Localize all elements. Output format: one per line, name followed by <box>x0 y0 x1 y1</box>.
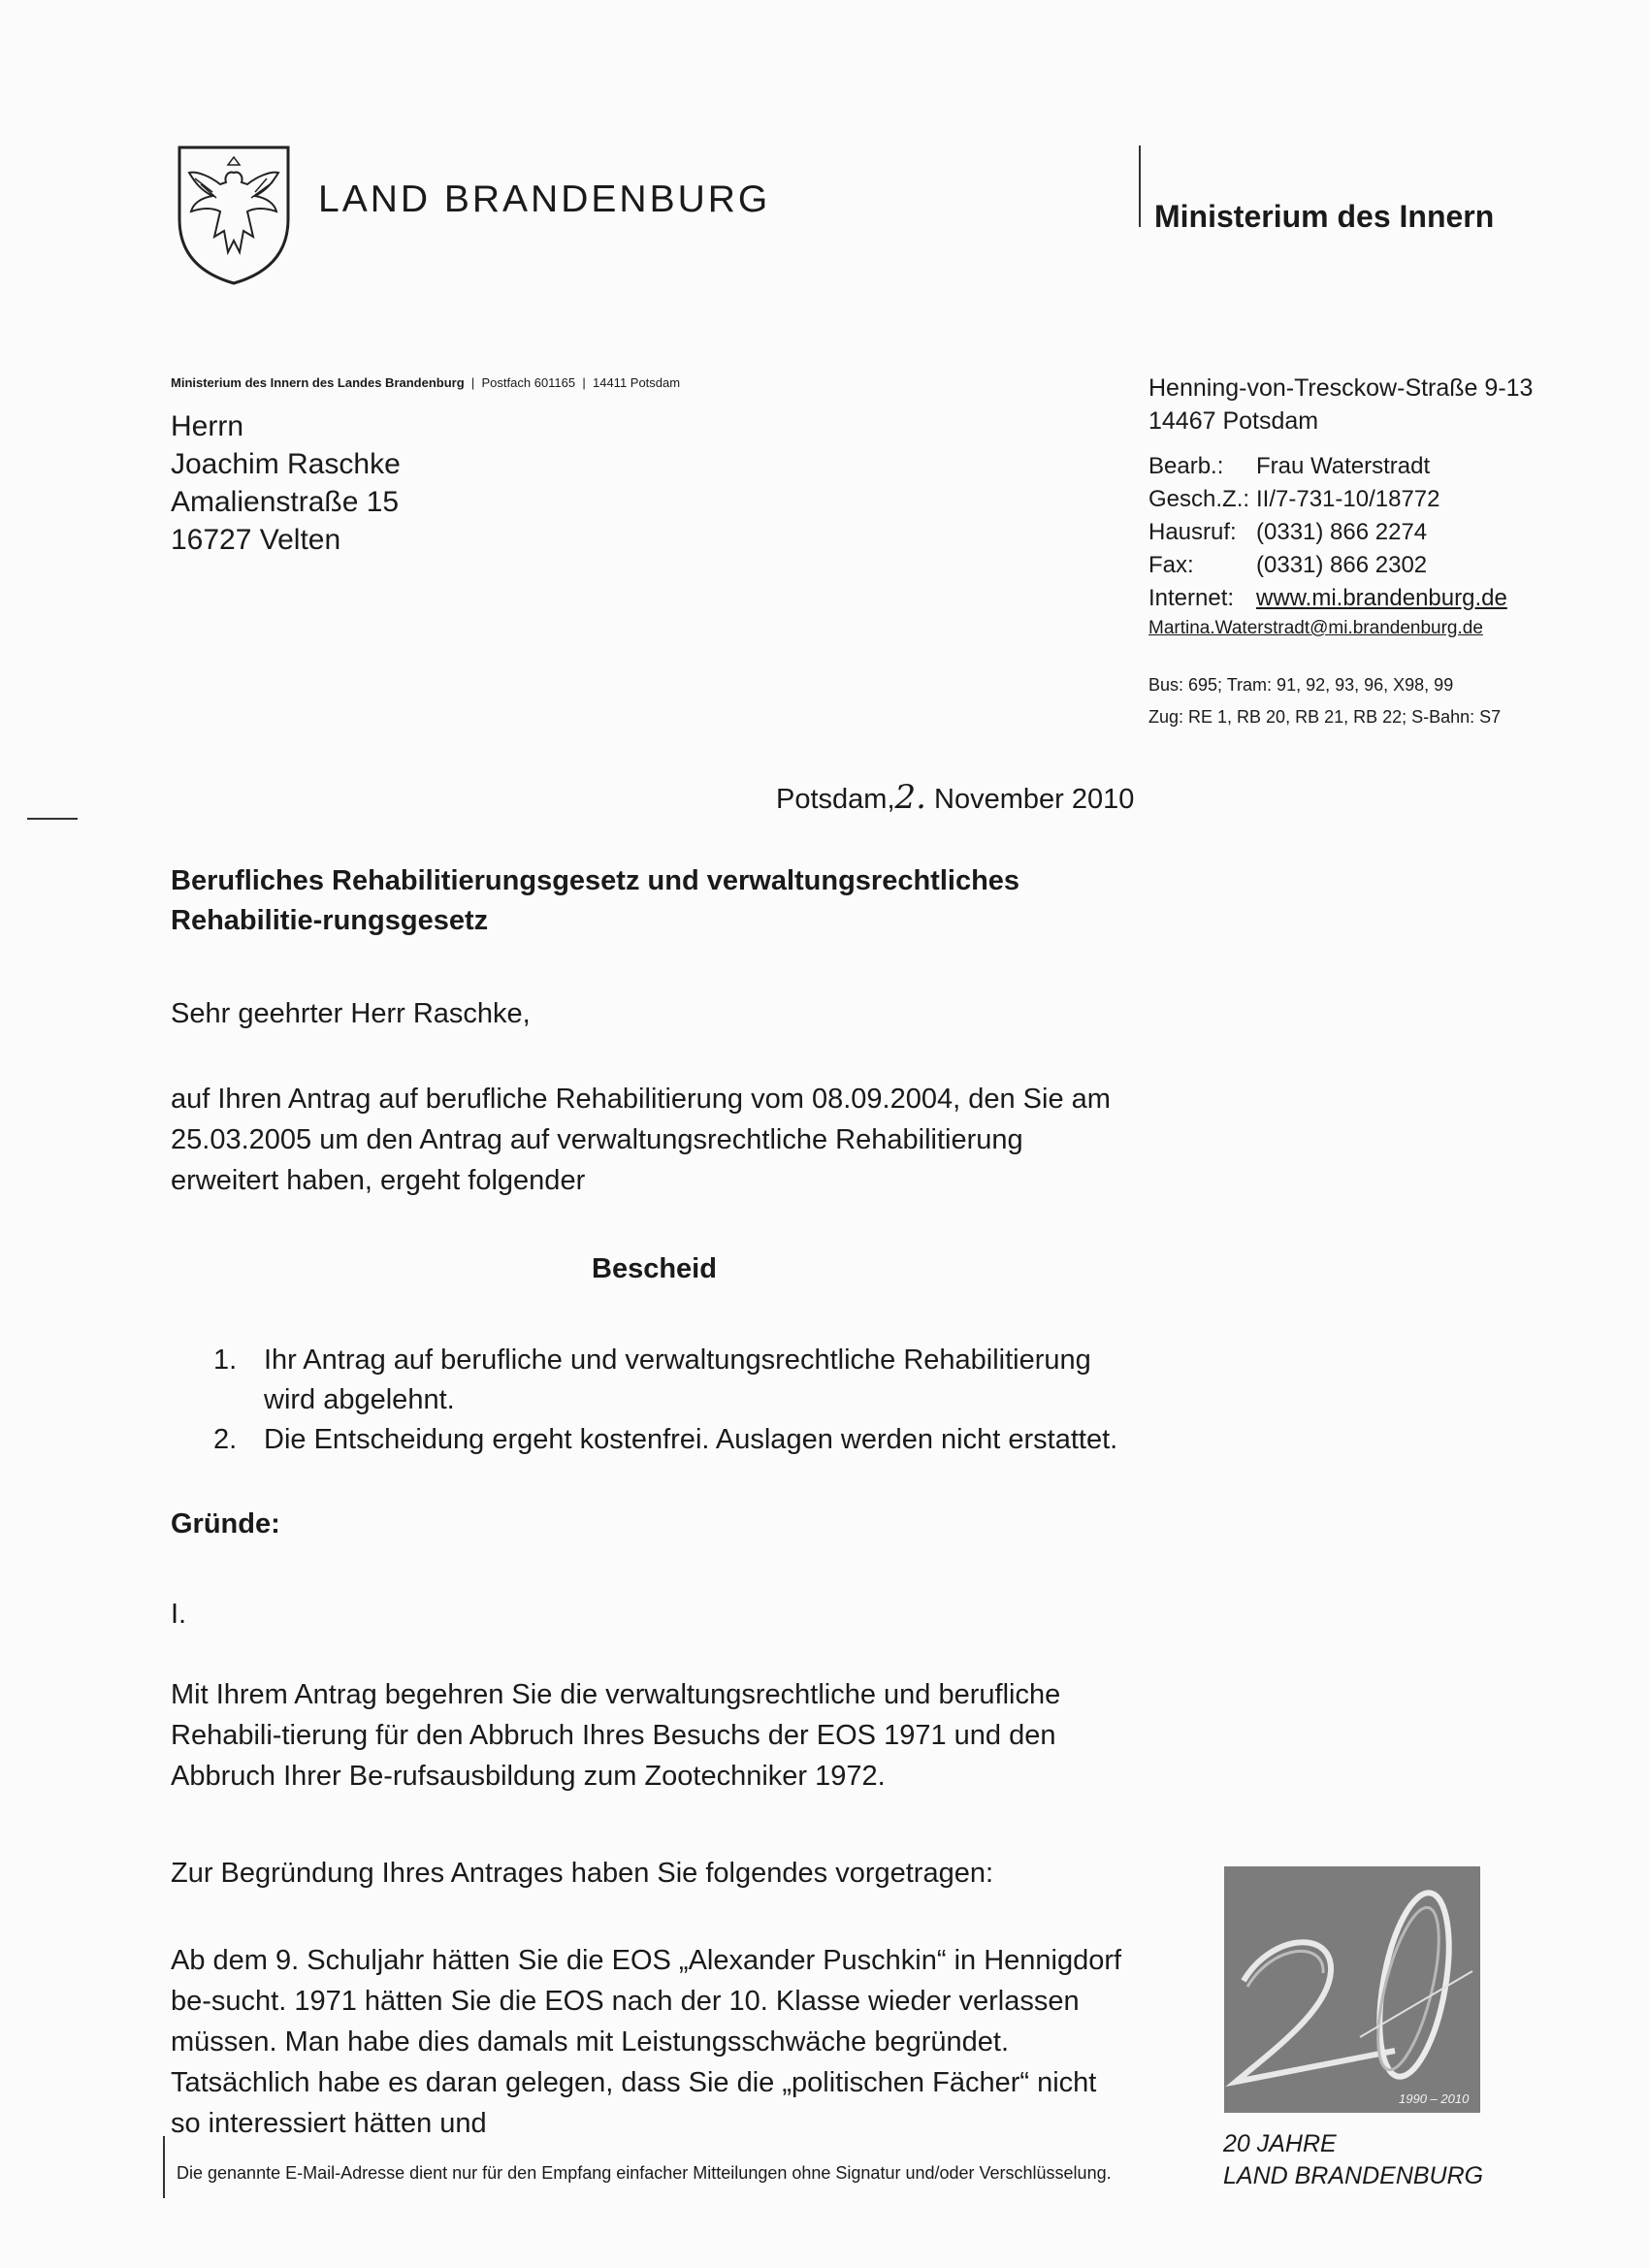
letter-salutation: Sehr geehrter Herr Raschke, <box>171 998 531 1029</box>
contact-label: Hausruf: <box>1148 519 1237 545</box>
coat-of-arms-eagle-icon <box>172 144 296 287</box>
letter-date <box>776 778 1134 817</box>
list-item-number: 1. <box>213 1345 238 1376</box>
contact-row <box>1148 549 1507 582</box>
sender-postbox: Postfach 601165 <box>481 375 576 390</box>
contact-row <box>1148 516 1507 549</box>
contact-value: II/7-731-10/18772 <box>1256 486 1440 512</box>
header-divider <box>1139 146 1141 227</box>
recipient-city: 16727 Velten <box>171 524 341 556</box>
twenty-years-logo-icon <box>1224 1866 1480 2113</box>
badge-years: 1990 – 2010 <box>1399 2091 1470 2106</box>
recipient-name: Joachim Raschke <box>171 448 401 480</box>
date-day-handwritten: 2. <box>894 778 926 817</box>
contact-label: Gesch.Z.: <box>1148 486 1250 512</box>
contact-value: (0331) 866 2274 <box>1256 519 1428 545</box>
ministry-address <box>1148 372 1533 437</box>
footer-divider <box>163 2136 165 2198</box>
email-link[interactable]: Martina.Waterstradt@mi.brandenburg.de <box>1148 618 1483 638</box>
contact-label: Fax: <box>1148 552 1194 578</box>
bus-info: Bus: 695; Tram: 91, 92, 93, 96, X98, 99 <box>1148 675 1454 695</box>
contact-row <box>1148 582 1507 615</box>
school-paragraph: Ab dem 9. Schuljahr hätten Sie die EOS „Alexander Puschkin“ in Hennigdorf be-sucht. 1971 hätten Sie die EOS nach der 10. Klasse wieder verlassen müssen. Man habe dies damals mit Leistungsschwäche begründet. Tatsächlich habe es daran gelegen, dass Sie die „politischen Fächer“ nicht so interessiert hätten und <box>171 1945 1122 2139</box>
ministry-city: 14467 Potsdam <box>1148 407 1319 435</box>
list-item <box>213 1341 1145 1420</box>
contact-row <box>1148 450 1507 483</box>
caption-line-1: 20 JAHRE <box>1223 2130 1337 2157</box>
date-month-year: November 2010 <box>934 784 1135 815</box>
contact-label: Bearb.: <box>1148 453 1224 479</box>
sender-ministry: Ministerium des Innern des Landes Brandenburg <box>171 375 465 390</box>
list-item-text: Die Entscheidung ergeht kostenfrei. Auslagen werden nicht erstattet. <box>264 1424 1118 1455</box>
contact-row <box>1148 483 1507 516</box>
section-number: I. <box>171 1599 187 1630</box>
caption-line-2: LAND BRANDENBURG <box>1223 2162 1484 2189</box>
contact-details <box>1148 450 1507 615</box>
footer-note: Die genannte E-Mail-Adresse dient nur für den Empfang einfacher Mitteilungen ohne Signatur und/oder Verschlüsselung. <box>177 2163 1112 2183</box>
decision-heading: Bescheid <box>592 1253 717 1284</box>
anniversary-caption <box>1223 2128 1483 2192</box>
fold-mark <box>27 818 78 820</box>
contact-value: (0331) 866 2302 <box>1256 552 1428 578</box>
list-item <box>213 1420 1145 1460</box>
website-link[interactable]: www.mi.brandenburg.de <box>1256 585 1507 611</box>
contact-label: Internet: <box>1148 585 1235 611</box>
recipient-salutation: Herrn <box>171 410 244 442</box>
list-item-text: Ihr Antrag auf berufliche und verwaltungsrechtliche Rehabilitierung wird abgelehnt. <box>264 1345 1091 1415</box>
anniversary-badge <box>1224 1866 1480 2113</box>
decision-list <box>213 1341 1145 1460</box>
sender-return-line: Ministerium des Innern des Landes Brandenburg | Postfach 601165 | 14411 Potsdam <box>171 375 681 390</box>
reasoning-intro: Zur Begründung Ihres Antrages haben Sie folgendes vorgetragen: <box>171 1858 994 1889</box>
transit-info <box>1148 669 1501 733</box>
ministry-street: Henning-von-Tresckow-Straße 9-13 <box>1148 374 1534 402</box>
contact-value: Frau Waterstradt <box>1256 453 1431 479</box>
reasons-heading: Gründe: <box>171 1508 280 1539</box>
intro-paragraph: auf Ihren Antrag auf berufliche Rehabilitierung vom 08.09.2004, den Sie am 25.03.2005 um den Antrag auf verwaltungsrechtliche Rehabilitierung erweitert haben, ergeht folgender <box>171 1084 1111 1196</box>
state-name: LAND BRANDENBURG <box>318 178 771 220</box>
recipient-address <box>171 407 401 559</box>
date-place: Potsdam, <box>776 784 895 815</box>
train-info: Zug: RE 1, RB 20, RB 21, RB 22; S-Bahn: S7 <box>1148 707 1502 727</box>
recipient-street: Amalienstraße 15 <box>171 486 400 518</box>
ministry-name: Ministerium des Innern <box>1154 199 1495 234</box>
sender-city: 14411 Potsdam <box>592 375 681 390</box>
list-item-number: 2. <box>213 1424 238 1455</box>
letter-subject: Berufliches Rehabilitierungsgesetz und verwaltungsrechtliches Rehabilitie-rungsgesetz <box>171 865 1020 936</box>
request-paragraph: Mit Ihrem Antrag begehren Sie die verwaltungsrechtliche und berufliche Rehabili-tierung für den Abbruch Ihres Besuchs der EOS 1971 und den Abbruch Ihrer Be-rufsausbildung zum Zootechniker 1972. <box>171 1679 1061 1792</box>
